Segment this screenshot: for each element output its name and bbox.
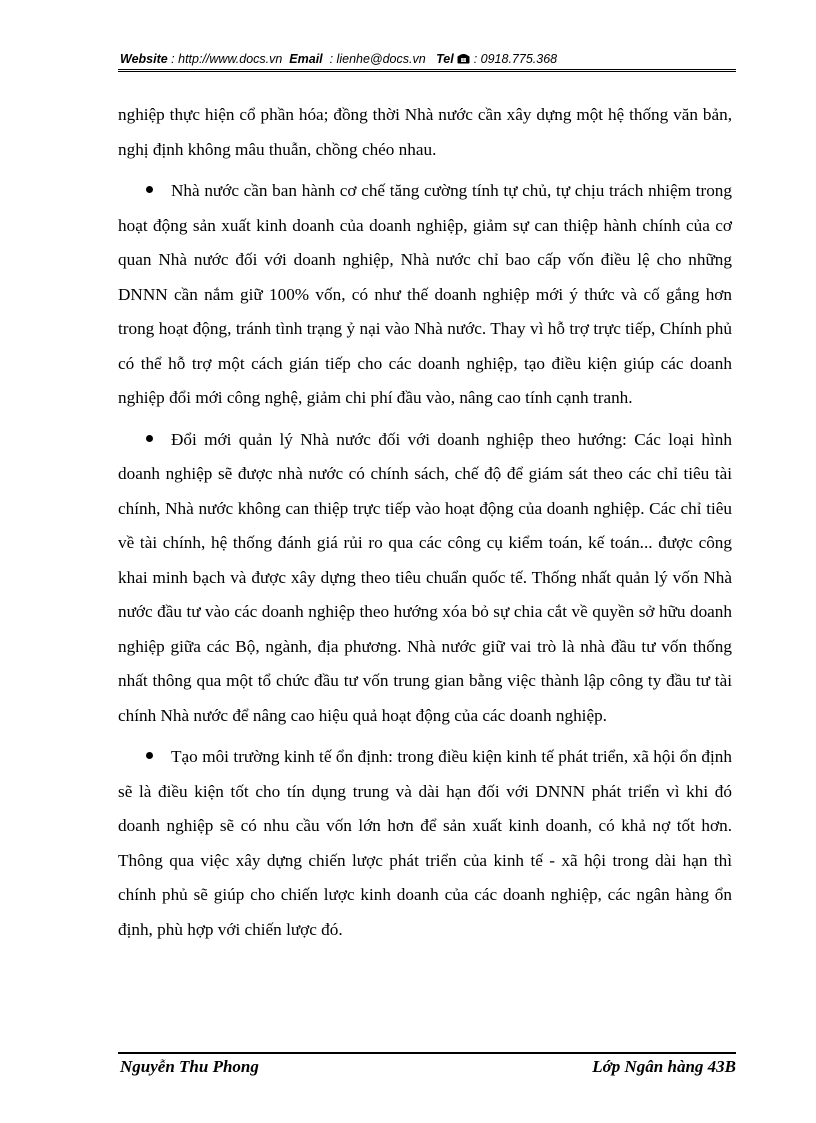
- intro-paragraph: nghiệp thực hiện cổ phần hóa; đồng thời Nhà nước cần xây dựng một hệ thống văn bản, nghị định không mâu thuẫn, chồng chéo nhau.: [118, 105, 732, 159]
- bullet-icon: [146, 752, 153, 759]
- bullet-paragraph-2: [118, 423, 732, 734]
- phone-icon: [457, 51, 470, 69]
- document-body: [118, 98, 732, 947]
- footer-class: Lớp Ngân hàng 43B: [592, 1057, 736, 1076]
- website-value: : http://www.docs.vn: [167, 52, 283, 66]
- bullet-icon: [146, 435, 153, 442]
- header-divider: [118, 69, 736, 70]
- tel-label: Tel: [436, 52, 454, 66]
- header-divider-inner: [118, 71, 736, 72]
- bullet-paragraph-1: [118, 174, 732, 416]
- email-label: Email: [289, 52, 323, 66]
- email-value: : lienhe@docs.vn: [326, 52, 426, 66]
- bullet-text-2: Đổi mới quản lý Nhà nước đối với doanh nghiệp theo hướng: Các loại hình doanh nghiệp sẽ được nhà nước có chính sách, chế độ để giám sát theo các chỉ tiêu tài chính, Nhà nước không can thiệp trực tiếp vào hoạt động của doanh nghiệp. Các chỉ tiêu về tài chính, hệ thống đánh giá rủi ro qua các công cụ kiểm toán, kế toán... được công khai minh bạch và được xây dựng theo tiêu chuẩn quốc tế. Thống nhất quản lý vốn Nhà nước đầu tư vào các doanh nghiệp theo hướng xóa bỏ sự chia cắt về quyền sở hữu doanh nghiệp giữa các Bộ, ngành, địa phương. Nhà nước giữ vai trò là nhà đầu tư vốn thống nhất thông qua một tổ chức đầu tư vốn trung gian bằng việc thành lập công ty đầu tư tài chính Nhà nước để nâng cao hiệu quả hoạt động của các doanh nghiệp.: [118, 429, 732, 725]
- tel-value: : 0918.775.368: [470, 52, 558, 66]
- bullet-text-3: Tạo môi trường kinh tế ổn định: trong điều kiện kinh tế phát triển, xã hội ổn định sẽ là điều kiện tốt cho tín dụng trung và dài hạn đối với DNNN phát triển vì khi đó doanh nghiệp sẽ có nhu cầu vốn lớn hơn để sản xuất kinh doanh, có khả nợ tốt hơn. Thông qua việc xây dựng chiến lược phát triển của kinh tế - xã hội trong dài hạn thì chính phủ sẽ giúp cho chiến lược kinh doanh của các doanh nghiệp, các ngân hàng ổn định, phù hợp với chiến lược đó.: [118, 747, 732, 939]
- page-header: [120, 50, 736, 69]
- bullet-paragraph-3: [118, 740, 732, 947]
- footer-divider: [118, 1052, 736, 1054]
- bullet-icon: [146, 186, 153, 193]
- footer-author: Nguyễn Thu Phong: [120, 1057, 259, 1076]
- bullet-text-1: Nhà nước cần ban hành cơ chế tăng cường tính tự chủ, tự chịu trách nhiệm trong hoạt động sản xuất kinh doanh của doanh nghiệp, giảm sự can thiệp hành chính của cơ quan Nhà nước đối với doanh nghiệp, Nhà nước chỉ bao cấp vốn điều lệ cho những DNNN cần nắm giữ 100% vốn, có như thế doanh nghiệp mới ý thức và cố gắng hơn trong hoạt động, tránh tình trạng ỷ nại vào Nhà nước. Thay vì hỗ trợ trực tiếp, Chính phủ có thể hỗ trợ một cách gián tiếp cho các doanh nghiệp, tạo điều kiện giúp các doanh nghiệp đổi mới công nghệ, giảm chi phí đầu vào, nâng cao tính cạnh tranh.: [118, 181, 732, 407]
- website-label: Website: [120, 52, 168, 66]
